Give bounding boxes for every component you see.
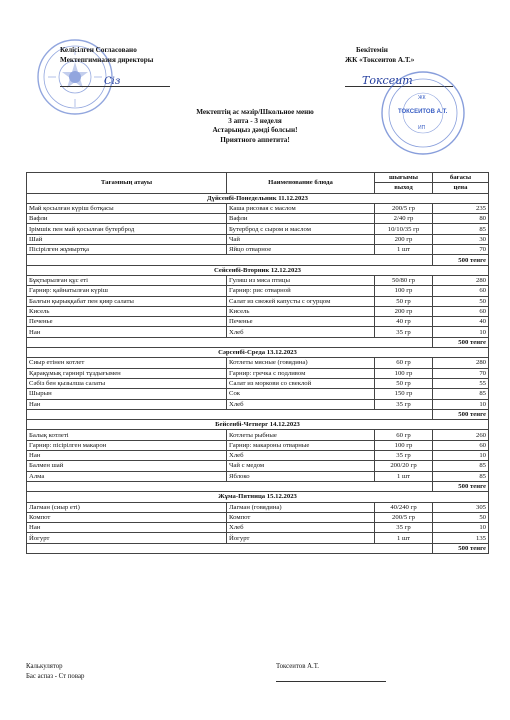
day-total-spacer [27, 337, 433, 347]
table-row [27, 317, 489, 327]
dish-price: 60 [433, 286, 489, 296]
dish-name-kz: Гарнир: қайнатылған күріш [27, 286, 227, 296]
menu-title-line1: Мектептің ас мәзір/Школьное меню [196, 108, 314, 116]
dish-name-ru: Гуляш из мяса птицы [227, 275, 375, 285]
dish-name-kz: Май қосылған күріш ботқасы [27, 203, 227, 213]
dish-name-ru: Каша рисовая с маслом [227, 203, 375, 213]
dish-name-ru: Салат из свежей капусты с огурцом [227, 296, 375, 306]
dish-name-kz: Нан [27, 327, 227, 337]
dish-name-kz: Сәбіз бен қызылша салаты [27, 378, 227, 388]
dish-name-kz: Балғын қырыққабат пен қияр салаты [27, 296, 227, 306]
dish-name-kz: Алма [27, 471, 227, 481]
dish-name-ru: Сок [227, 389, 375, 399]
day-total-spacer [27, 255, 433, 265]
dish-portion: 200 гр [375, 234, 433, 244]
dish-name-ru: Чай [227, 234, 375, 244]
dish-portion: 100 гр [375, 440, 433, 450]
footer-signature-line [276, 681, 386, 682]
dish-portion: 60 гр [375, 358, 433, 368]
day-header-row [27, 420, 489, 430]
dish-portion: 200/20 гр [375, 461, 433, 471]
table-row [27, 296, 489, 306]
dish-name-ru: Бутерброд с сыром и маслом [227, 224, 375, 234]
entrepreneur-name: ЖК «Токсеитов А.Т.» [345, 56, 415, 64]
day-title: Бейсенбі-Четверг 14.12.2023 [27, 420, 489, 430]
dish-price: 30 [433, 234, 489, 244]
day-total-row [27, 255, 489, 265]
day-header-row [27, 492, 489, 502]
dish-name-ru: Компот [227, 512, 375, 522]
day-total-spacer [27, 409, 433, 419]
footer-chef-label: Бас аспаз - Ст повар [26, 673, 85, 680]
table-row [27, 306, 489, 316]
dish-name-ru: Хлеб [227, 399, 375, 409]
dish-name-ru: Лагман (говядина) [227, 502, 375, 512]
day-title: Жұма-Пятница 15.12.2023 [27, 492, 489, 502]
menu-title-line2: 3 апта - 3 неделя [228, 117, 282, 126]
dish-portion: 50 гр [375, 378, 433, 388]
table-row [27, 368, 489, 378]
col-out-header-bottom: выход [375, 183, 433, 193]
table-row [27, 275, 489, 285]
dish-name-kz: Пісірілген жұмыртқа [27, 245, 227, 255]
agreed-label: Келісілген Согласовано [60, 46, 137, 54]
dish-portion: 35 гр [375, 399, 433, 409]
menu-table [26, 172, 489, 554]
dish-portion: 35 гр [375, 327, 433, 337]
day-header-row [27, 348, 489, 358]
dish-price: 50 [433, 296, 489, 306]
dish-price: 60 [433, 306, 489, 316]
col-out-header-top: шығымы [375, 173, 433, 183]
dish-price: 70 [433, 368, 489, 378]
dish-name-kz: Шырын [27, 389, 227, 399]
dish-name-kz: Компот [27, 512, 227, 522]
dish-name-kz: Қарақұмық гарнирі тұздығымен [27, 368, 227, 378]
table-row [27, 502, 489, 512]
stamp-sub-top: ЖК [418, 95, 426, 101]
dish-price: 10 [433, 327, 489, 337]
dish-price: 10 [433, 523, 489, 533]
dish-name-ru: Салат из моркови со свеклой [227, 378, 375, 388]
dish-portion: 200/5 гр [375, 512, 433, 522]
day-total: 500 тенге [433, 337, 489, 347]
dish-price: 85 [433, 389, 489, 399]
day-total-row [27, 337, 489, 347]
dish-portion: 60 гр [375, 430, 433, 440]
dish-portion: 40 гр [375, 317, 433, 327]
dish-name-kz: Шай [27, 234, 227, 244]
day-total: 500 тенге [433, 255, 489, 265]
dish-name-ru: Хлеб [227, 523, 375, 533]
dish-name-ru: Яйцо отварное [227, 245, 375, 255]
table-row [27, 451, 489, 461]
dish-price: 85 [433, 471, 489, 481]
footer-signatory-name: Токсеитов А.Т. [276, 663, 319, 670]
dish-name-ru: Котлеты рыбные [227, 430, 375, 440]
dish-portion: 1 шт [375, 245, 433, 255]
dish-name-ru: Гарнир: рис отварной [227, 286, 375, 296]
dish-name-ru: Хлеб [227, 327, 375, 337]
dish-portion: 100 гр [375, 368, 433, 378]
table-row [27, 533, 489, 543]
dish-name-kz: Вафли [27, 214, 227, 224]
dish-price: 280 [433, 275, 489, 285]
dish-name-kz: Нан [27, 523, 227, 533]
day-total-spacer [27, 543, 433, 553]
day-header-row [27, 265, 489, 275]
dish-name-ru: Печенье [227, 317, 375, 327]
dish-name-ru: Хлеб [227, 451, 375, 461]
dish-name-ru: Котлеты мясные (говядина) [227, 358, 375, 368]
table-row [27, 389, 489, 399]
col-ru-header: Наименование блюда [227, 173, 375, 194]
dish-name-ru: Кисель [227, 306, 375, 316]
dish-name-kz: Сиыр етінен котлет [27, 358, 227, 368]
dish-portion: 200 гр [375, 306, 433, 316]
table-row [27, 430, 489, 440]
table-row [27, 214, 489, 224]
dish-portion: 2/40 гр [375, 214, 433, 224]
table-row [27, 358, 489, 368]
day-total-row [27, 543, 489, 553]
day-total: 500 тенге [433, 543, 489, 553]
dish-price: 55 [433, 378, 489, 388]
dish-price: 10 [433, 399, 489, 409]
footer-calculator-label: Калькулятор [26, 663, 63, 670]
table-row [27, 224, 489, 234]
dish-name-kz: Лагман (сиыр еті) [27, 502, 227, 512]
col-kz-header: Тағамның атауы [27, 173, 227, 194]
dish-portion: 1 шт [375, 471, 433, 481]
dish-price: 260 [433, 430, 489, 440]
dish-price: 40 [433, 317, 489, 327]
approve-label: Бекітемін [356, 46, 388, 54]
table-row [27, 399, 489, 409]
dish-price: 135 [433, 533, 489, 543]
day-total: 500 тенге [433, 481, 489, 491]
table-row [27, 245, 489, 255]
dish-name-kz: Ірімшік пен май қосылған бутерброд [27, 224, 227, 234]
dish-portion: 150 гр [375, 389, 433, 399]
dish-name-kz: Балық котлеті [27, 430, 227, 440]
director-signature: Сіз [104, 76, 121, 87]
day-total-row [27, 481, 489, 491]
dish-name-kz: Балмен шай [27, 461, 227, 471]
dish-name-kz: Кисель [27, 306, 227, 316]
table-row [27, 234, 489, 244]
dish-name-kz: Бұқтырылған құс еті [27, 275, 227, 285]
dish-name-kz: Нан [27, 399, 227, 409]
dish-portion: 50/80 гр [375, 275, 433, 285]
table-row [27, 327, 489, 337]
dish-name-kz: Йогурт [27, 533, 227, 543]
stamp-sub-bottom: ИП [418, 125, 426, 131]
day-title: Дүйсенбі-Понедельник 11.12.2023 [27, 193, 489, 203]
dish-price: 60 [433, 440, 489, 450]
dish-name-ru: Гарнир: гречка с подливом [227, 368, 375, 378]
dish-price: 85 [433, 461, 489, 471]
dish-price: 235 [433, 203, 489, 213]
dish-price: 80 [433, 214, 489, 224]
dish-name-ru: Чай с медом [227, 461, 375, 471]
dish-name-ru: Йогурт [227, 533, 375, 543]
day-total-spacer [27, 481, 433, 491]
dish-portion: 200/5 гр [375, 203, 433, 213]
day-total-row [27, 409, 489, 419]
dish-name-ru: Вафли [227, 214, 375, 224]
col-price-header-bottom: цена [433, 183, 489, 193]
entrepreneur-signature: Токсеит [362, 74, 413, 87]
dish-portion: 100 гр [375, 286, 433, 296]
table-row [27, 512, 489, 522]
menu-title-line4: Приятного аппетита! [220, 135, 290, 144]
menu-title-line3: Астарыңыз дәмді болсын! [212, 126, 298, 135]
day-title: Сейсенбі-Вторник 12.12.2023 [27, 265, 489, 275]
table-row [27, 378, 489, 388]
table-header-row [27, 173, 489, 183]
dish-name-kz: Нан [27, 451, 227, 461]
col-price-header-top: бағасы [433, 173, 489, 183]
dish-portion: 1 шт [375, 533, 433, 543]
stamp-text: ТОКСЕИТОВ А.Т. [398, 109, 448, 115]
dish-price: 50 [433, 512, 489, 522]
dish-name-ru: Гарнир: макароны отварные [227, 440, 375, 450]
day-total: 500 тенге [433, 409, 489, 419]
table-row [27, 203, 489, 213]
dish-price: 70 [433, 245, 489, 255]
dish-price: 305 [433, 502, 489, 512]
dish-price: 85 [433, 224, 489, 234]
table-row [27, 523, 489, 533]
dish-price: 10 [433, 451, 489, 461]
director-title: Мектепгимназия директоры [60, 56, 154, 64]
dish-portion: 50 гр [375, 296, 433, 306]
dish-name-kz: Гарнир: пісірілген макарон [27, 440, 227, 450]
dish-portion: 10/10/35 гр [375, 224, 433, 234]
table-row [27, 461, 489, 471]
table-row [27, 286, 489, 296]
day-title: Сәрсенбі-Среда 13.12.2023 [27, 348, 489, 358]
day-header-row [27, 193, 489, 203]
dish-portion: 40/240 гр [375, 502, 433, 512]
menu-title [0, 108, 510, 145]
dish-price: 280 [433, 358, 489, 368]
table-row [27, 440, 489, 450]
dish-name-kz: Печенье [27, 317, 227, 327]
table-row [27, 471, 489, 481]
dish-name-ru: Яблоко [227, 471, 375, 481]
dish-portion: 35 гр [375, 523, 433, 533]
dish-portion: 35 гр [375, 451, 433, 461]
